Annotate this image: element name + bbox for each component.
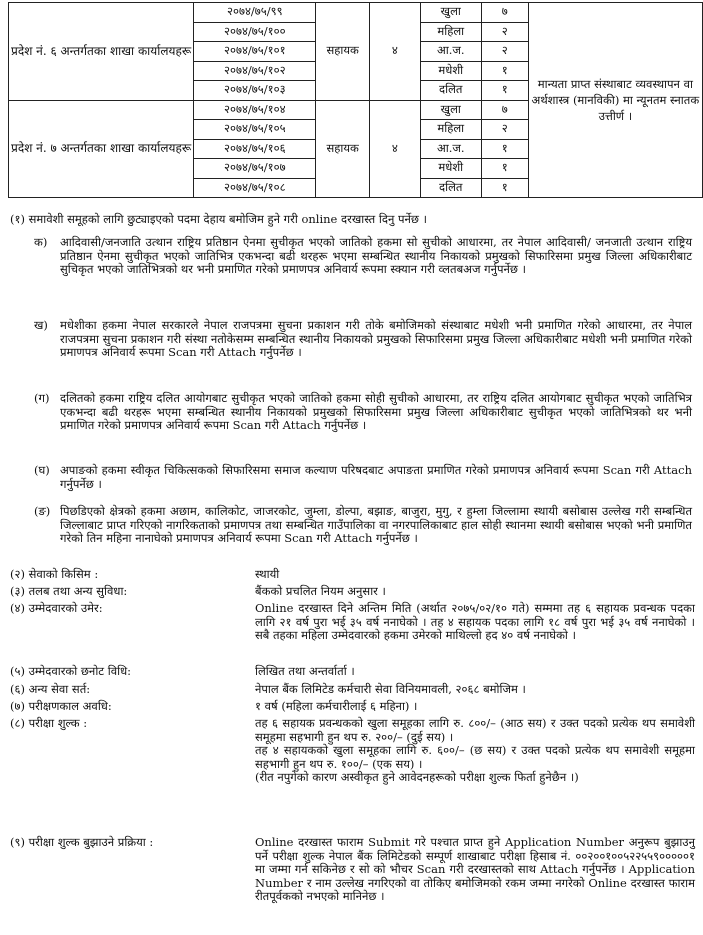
detail-value: बैंकको प्रचलित नियम अनुसार । [255, 584, 386, 598]
category-cell: मधेशी [420, 61, 481, 81]
roll-number: २०७४/७५/१०३ [194, 81, 316, 101]
detail-label: (८) परीक्षा शुल्क : [10, 716, 88, 730]
category-cell: खुला [420, 3, 481, 23]
detail-value: तह ६ सहायक प्रवन्धकको खुला समूहका लागि रु. ८००/– (आठ सय) र उक्त पदको प्रत्येक थप समावेशी समूहमा सहभागी हुन थप रु. २००/– (दुई सय) । [255, 716, 695, 744]
category-cell: दलित [420, 81, 481, 101]
detail-value: तह ४ सहायकको खुला समूहका लागि रु. ६००/– (छ सय) र उक्त पदको प्रत्येक थप समावेशी समूहमा सहभागी हुन थप रु. १००/– (एक सय) । [255, 743, 695, 771]
detail-label: (९) परीक्षा शुल्क बुझाउने प्रक्रिया : [10, 835, 154, 849]
roll-number: २०७४/७५/१०८ [194, 178, 316, 198]
clause-text: अपाङको हकमा स्वीकृत चिकित्सकको सिफारिसमा समाज कल्याण परिषदबाट अपाङता प्रमाणित गरेको प्रमाणपत्र अनिवार्य रूपमा Scan गरी Attach गर्नुपर्नेछ । [60, 463, 692, 491]
inclusion-clause-ga [34, 391, 692, 433]
category-cell: महिला [420, 22, 481, 42]
roll-number: २०७४/७५/१०० [194, 22, 316, 42]
detail-label: (३) तलब तथा अन्य सुविधा: [10, 584, 128, 598]
office-cell: प्रदेश नं. ७ अन्तर्गतका शाखा कार्यालयहरू [9, 100, 194, 198]
vacancy-table [8, 2, 703, 198]
detail-label: (२) सेवाको किसिम : [10, 567, 99, 581]
inclusion-clause-ka [34, 235, 692, 277]
inclusion-note: (१) समावेशी समूहको लागि छुट्याइएको पदमा देहाय बमोजिम हुने गरी online दरखास्त दिनु पर्नेछ । [10, 212, 428, 226]
clause-text: पिछडिएको क्षेत्रको हकमा अछाम, कालिकोट, जाजरकोट, जुम्ला, डोल्पा, बझाङ, बाजुरा, मुगु, र हुम्ला जिल्लामा स्थायी बसोबास उल्लेख गरी सम्बन्धित जिल्लाबाट प्राप्त गरिएको नागरिकताको प्रमाणपत्र तथा सम्बन्धित गाउँपालिका वा नगरपालिकाबाट हाल सोही स्थानमा स्थायी बसोबास भएको भनी प्रमाणित गरेको तिन महिना नानाघेको प्रमाणपत्र अनिवार्य रूपमा Scan गरी Attach गर्नुपर्नेछ । [60, 504, 692, 546]
roll-number: २०७४/७५/१०२ [194, 61, 316, 81]
inclusion-clause-gha [34, 463, 692, 491]
count-cell: ७ [481, 3, 528, 23]
inclusion-clause-nga [34, 504, 692, 546]
clause-text: मधेशीका हकमा नेपाल सरकारले नेपाल राजपत्रमा सुचना प्रकाशन गरी तोके बमोजिमको संस्थाबाट मधेशी भनी प्रमाणित गरेको आधारमा, तर नेपाल राजपत्रमा सुचना प्रकाशन गरी संस्था नतोकेसम्म सम्बन्धित स्थानीय निकायको प्रमुखको सिफारिसमा प्रमुख जिल्ला अधिकारीबाट मधेशी भनी प्रमाणित गरेको प्रमाणपत्र अनिवार्य रूपमा Scan गरी Attach गर्नुपर्नेछ । [60, 318, 692, 360]
detail-label: (४) उम्मेदवारको उमेर: [10, 601, 103, 615]
count-cell: ७ [481, 100, 528, 120]
count-cell: १ [481, 178, 528, 198]
total-cell: ४ [369, 100, 420, 198]
detail-value: (रीत नपुगेको कारण अस्वीकृत हुने आवेदनहरूको परीक्षा शुल्क फिर्ता हुनेछैन ।) [255, 770, 579, 785]
detail-value: Online दरखास्त फाराम Submit गरे पश्चात प्राप्त हुने Application Number अनुरूप बुझाउनु पर्ने परीक्षा शुल्क नेपाल बैंक लिमिटेडको सम्पूर्ण शाखाबाट परीक्षा हिसाब नं. ००२००१००५२२५५९०००००१ मा जम्मा गर्न सकिनेछ र सो को भौचर Scan गरी दरखास्तको साथ Attach गर्नुपर्नेछ । Application Number र नाम उल्लेख नगरिएको वा तोकिए बमोजिमको रकम जम्मा नगरेको Online दरखास्त फाराम रीतपूर्वकको नभएको मानिनेछ । [255, 835, 695, 904]
count-cell: २ [481, 22, 528, 42]
count-cell: २ [481, 42, 528, 62]
detail-label: (६) अन्य सेवा सर्त: [10, 682, 91, 696]
category-cell: महिला [420, 120, 481, 140]
roll-number: २०७४/७५/१०६ [194, 139, 316, 159]
clause-label: (ङ) [34, 504, 51, 518]
clause-label: क) [34, 235, 48, 249]
detail-value: १ वर्ष (महिला कर्मचारीलाई ६ महिना) । [255, 699, 418, 713]
category-cell: खुला [420, 100, 481, 120]
position-cell: सहायक [316, 3, 370, 101]
roll-number: २०७४/७५/९९ [194, 3, 316, 23]
category-cell: आ.ज. [420, 42, 481, 62]
inclusion-clause-kha [34, 318, 692, 360]
detail-label: (७) परीक्षणकाल अवधि: [10, 699, 112, 713]
table-row [9, 3, 703, 23]
detail-value: नेपाल बैंक लिमिटेड कर्मचारी सेवा विनियमावली, २०६८ बमोजिम । [255, 682, 526, 696]
detail-value: Online दरखास्त दिने अन्तिम मिति (अर्थात २०७५/०२/१० गते) सम्ममा तह ६ सहायक प्रवन्धक पदका लागि २१ वर्ष पुरा भई ३५ वर्ष ननाघेको । तह ४ सहायक पदका लागि १८ वर्ष पुरा भई ३५ वर्ष ननाघेको । सबै तहका महिला उम्मेदवारको हकमा उमेरको माथिल्लो हद ४० वर्ष ननाघेको । [255, 601, 695, 643]
category-cell: मधेशी [420, 159, 481, 179]
clause-text: दलितको हकमा राष्ट्रिय दलित आयोगबाट सुचीकृत भएको जातिको हकमा सोही सुचीको आधारमा, तर राष्ट्रिय दलित आयोगबाट सुचीकृत भएको जातिभित्र एकभन्दा बढी थरहरू भएमा सम्बन्धित स्थानीय निकायको प्रमुखको सिफारिसमा प्रमुख जिल्ला अधिकारीबाट सुचीकृत भएको जातिभित्रको थर भनी प्रमाणित गरेको प्रमाणपत्र अनिवार्य रूपमा Scan गरी Attach गर्नुपर्नेछ । [60, 391, 692, 433]
roll-number: २०७४/७५/१०७ [194, 159, 316, 179]
detail-value: स्थायी [255, 567, 280, 581]
count-cell: १ [481, 61, 528, 81]
count-cell: १ [481, 139, 528, 159]
total-cell: ४ [369, 3, 420, 101]
count-cell: १ [481, 81, 528, 101]
detail-label: (५) उम्मेदवारको छनोट विधि: [10, 664, 132, 678]
roll-number: २०७४/७५/१०४ [194, 100, 316, 120]
clause-label: (ग) [34, 391, 50, 405]
clause-label: (घ) [34, 463, 50, 477]
category-cell: दलित [420, 178, 481, 198]
roll-number: २०७४/७५/१०१ [194, 42, 316, 62]
qualification-cell: मान्यता प्राप्त संस्थाबाट व्यवस्थापन वा अर्थशास्त्र (मानविकी) मा न्यूनतम स्नातक उत्तीर्ण । [528, 3, 702, 198]
count-cell: १ [481, 159, 528, 179]
office-cell: प्रदेश नं. ६ अन्तर्गतका शाखा कार्यालयहरू [9, 3, 194, 101]
position-cell: सहायक [316, 100, 370, 198]
clause-label: ख) [34, 318, 48, 332]
detail-value: लिखित तथा अन्तर्वार्ता । [255, 664, 355, 678]
clause-text: आदिवासी/जनजाति उत्थान राष्ट्रिय प्रतिष्ठान ऐनमा सुचीकृत भएको जातिको हकमा सो सुचीको आधारमा, तर नेपाल आदिवासी/ जनजाती उत्थान राष्ट्रिय प्रतिष्ठान ऐनमा सुचीकृत भएको जातिभित्र एकभन्दा बढी थरहरू भएमा सम्बन्धित स्थानीय निकायको प्रमुखको सिफारिसमा प्रमुख जिल्ला अधिकारीबाट सुचिकृत भएको जातिभित्रको थर भनी प्रमाणित गरेको प्रमाणपत्र अनिवार्य रूपमा स्क्यान गरी व्लतबअज गर्नुपर्नेछ । [60, 235, 692, 277]
count-cell: २ [481, 120, 528, 140]
roll-number: २०७४/७५/१०५ [194, 120, 316, 140]
category-cell: आ.ज. [420, 139, 481, 159]
